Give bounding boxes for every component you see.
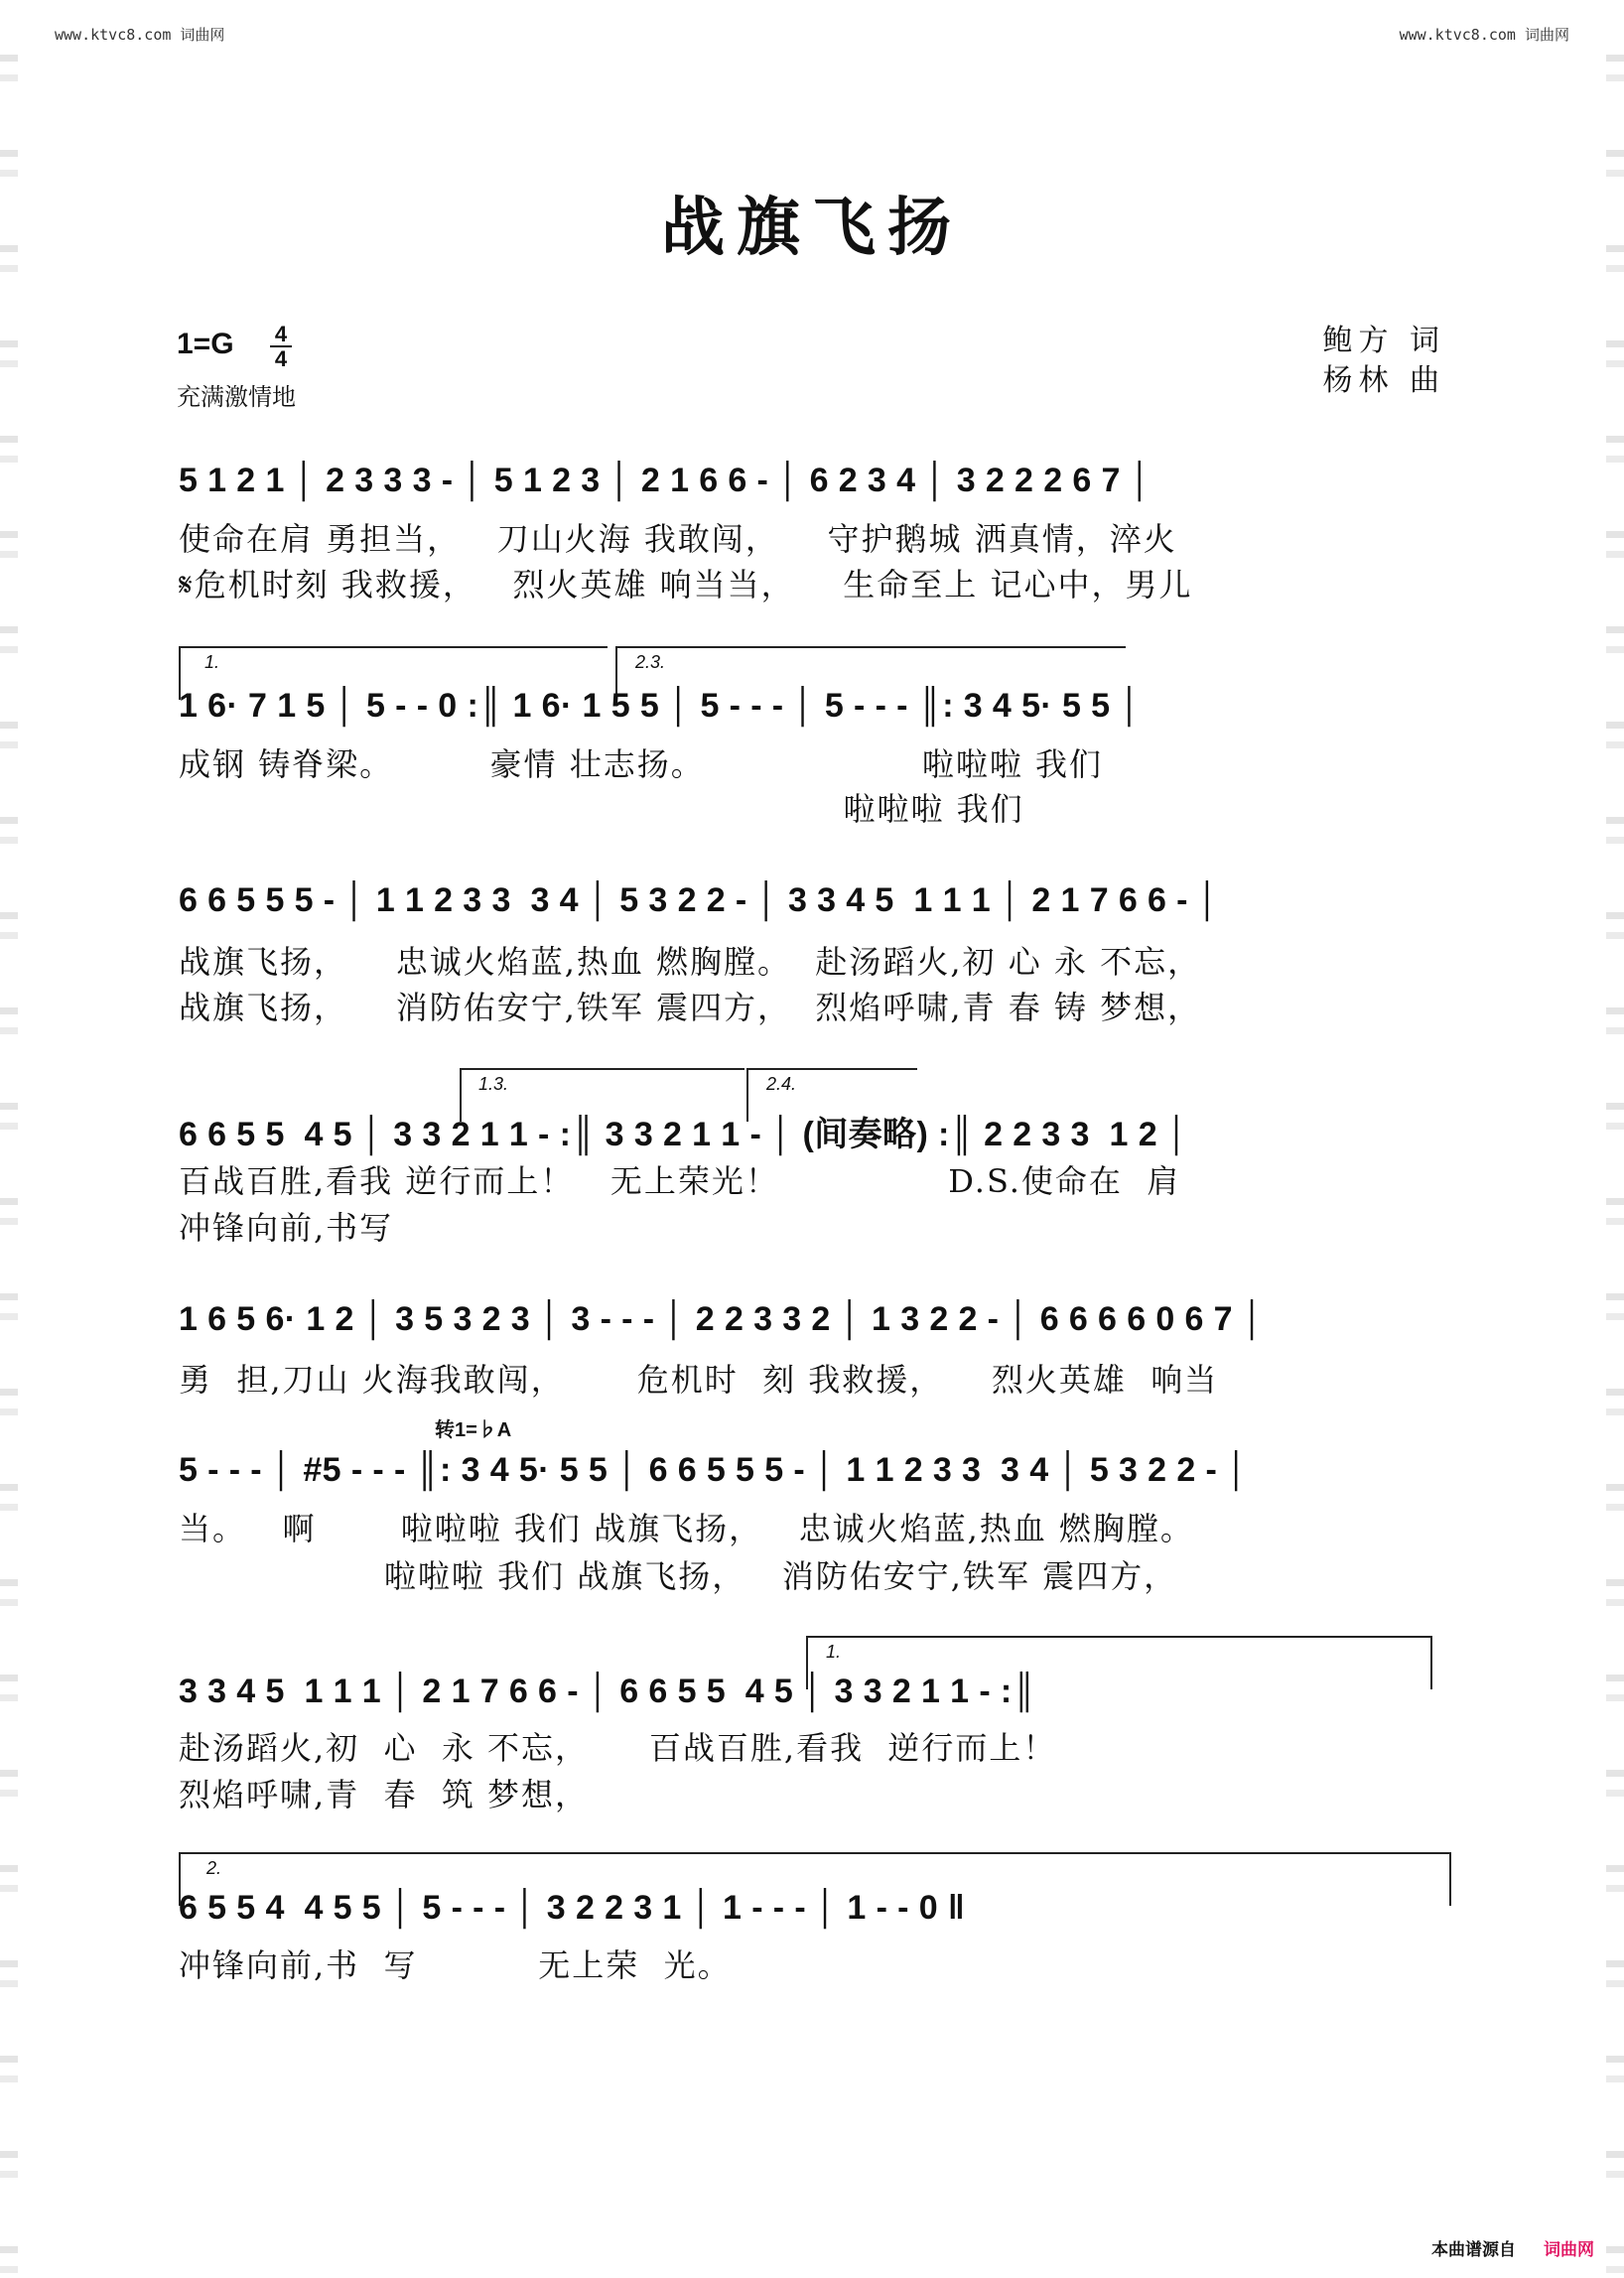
score-row-1-lyric-1: 使命在肩 勇担当， 刀山火海 我敢闯， 守护鹅城 洒真情，淬火 [179, 520, 1177, 558]
score-row-4-lyric-1: 百战百胜,看我 逆行而上！ 无上荣光！ D.S.使命在 肩 [179, 1162, 1181, 1200]
score-row-2-lyric-2: 啦啦啦 我们 [179, 790, 1024, 828]
volta-2b-label: 2. [206, 1858, 222, 1878]
volta-1-label: 1. [204, 652, 220, 672]
composer-credit: 杨林 曲 [1322, 363, 1445, 398]
score-row-1-notes: 5 1 2 1 │ 2 3 3 3 - │ 5 1 2 3 │ 2 1 6 6 - │ 6 2 3 4 │ 3 2 2 2 6 7 │ [179, 462, 1152, 499]
modulation-marking: 转1=♭A [435, 1419, 512, 1441]
score-row-6-notes: 5 - - - │ #5 - - - ║: 3 4 5· 5 5 │ 6 6 5 5 5 - │ 1 1 2 3 3 3 4 │ 5 3 2 2 - │ [179, 1451, 1249, 1489]
score-row-3-notes: 6 6 5 5 5 - │ 1 1 2 3 3 3 4 │ 5 3 2 2 - │ 3 3 4 5 1 1 1 │ 2 1 7 6 6 - │ [179, 881, 1220, 919]
meter-top: 4 [274, 322, 288, 346]
score-row-3-lyric-1: 战旗飞扬， 忠诚火焰蓝,热血 燃胸膛。 赴汤蹈火,初 心 永 不忘， [179, 943, 1202, 981]
score-row-7-lyric-1: 赴汤蹈火,初 心 永 不忘， 百战百胜,看我 逆行而上！ [179, 1729, 1057, 1767]
key-signature: 1=G [177, 328, 234, 360]
score-row-8-notes: 6 5 5 4 4 5 5 │ 5 - - - │ 3 2 2 3 1 │ 1 - - - │ 1 - - 0 ‖ [179, 1889, 966, 1927]
lyricist-credit: 鲍方 词 [1322, 324, 1445, 358]
footer-brand[interactable]: 词曲网 [1544, 2240, 1594, 2260]
volta-13-label: 1.3. [478, 1074, 509, 1094]
score-row-5-lyric-1: 勇 担,刀山 火海我敢闯， 危机时 刻 我救援， 烈火英雄 响当 [179, 1361, 1219, 1399]
volta-1b-label: 1. [826, 1642, 842, 1662]
left-edge-strip [0, 0, 18, 2278]
score-row-7-lyric-2: 烈焰呼啸,青 春 筑 梦想， [179, 1776, 590, 1813]
right-edge-strip [1606, 0, 1624, 2278]
tempo-marking: 充满激情地 [177, 383, 296, 411]
score-row-4-lyric-2: 冲锋向前,书写 [179, 1209, 394, 1247]
site-url-right: www.ktvc8.com 词曲网 [1399, 26, 1569, 44]
volta-24-label: 2.4. [766, 1074, 797, 1094]
score-row-5-notes: 1 6 5 6· 1 2 │ 3 5 3 2 3 │ 3 - - - │ 2 2 3 3 2 │ 1 3 2 2 - │ 6 6 6 6 0 6 7 │ [179, 1300, 1265, 1338]
site-url-left: www.ktvc8.com 词曲网 [55, 26, 225, 44]
footer-source-text: 本曲谱源自 [1431, 2240, 1516, 2260]
score-row-6-lyric-2: 啦啦啦 我们 战旗飞扬， 消防佑安宁,铁军 震四方， [179, 1557, 1178, 1595]
score-row-2-notes: 1 6· 7 1 5 │ 5 - - 0 :║ 1 6· 1 5 5 │ 5 - - - │ 5 - - - ║: 3 4 5· 5 5 │ [179, 687, 1142, 725]
time-signature [270, 324, 292, 369]
score-row-2-lyric-1: 成钢 铸脊梁。 豪情 壮志扬。 啦啦啦 我们 [179, 745, 1103, 783]
score-row-3-lyric-2: 战旗飞扬， 消防佑安宁,铁军 震四方， 烈焰呼啸,青 春 铸 梦想， [179, 989, 1202, 1026]
song-title: 战旗飞扬 [661, 192, 963, 265]
score-row-1-lyric-2: 𝄋危机时刻 我救援， 烈火英雄 响当当， 生命至上 记心中，男儿 [179, 566, 1193, 603]
score-row-7-notes: 3 3 4 5 1 1 1 │ 2 1 7 6 6 - │ 6 6 5 5 4 5 │ 3 3 2 1 1 - :║ [179, 1673, 1037, 1710]
score-row-8-lyric-1: 冲锋向前,书 写 无上荣 光。 [179, 1946, 732, 1984]
volta-23-label: 2.3. [635, 652, 666, 672]
score-row-4-notes: 6 6 5 5 4 5 │ 3 3 2 1 1 - :║ 3 3 2 1 1 - │ (间奏略) :║ 2 2 3 3 1 2 │ [179, 1116, 1189, 1153]
meter-bottom: 4 [274, 346, 288, 371]
score-row-6-lyric-1: 当。 啊 啦啦啦 我们 战旗飞扬， 忠诚火焰蓝,热血 燃胸膛。 [179, 1510, 1194, 1547]
footer-source [1431, 2235, 1594, 2260]
